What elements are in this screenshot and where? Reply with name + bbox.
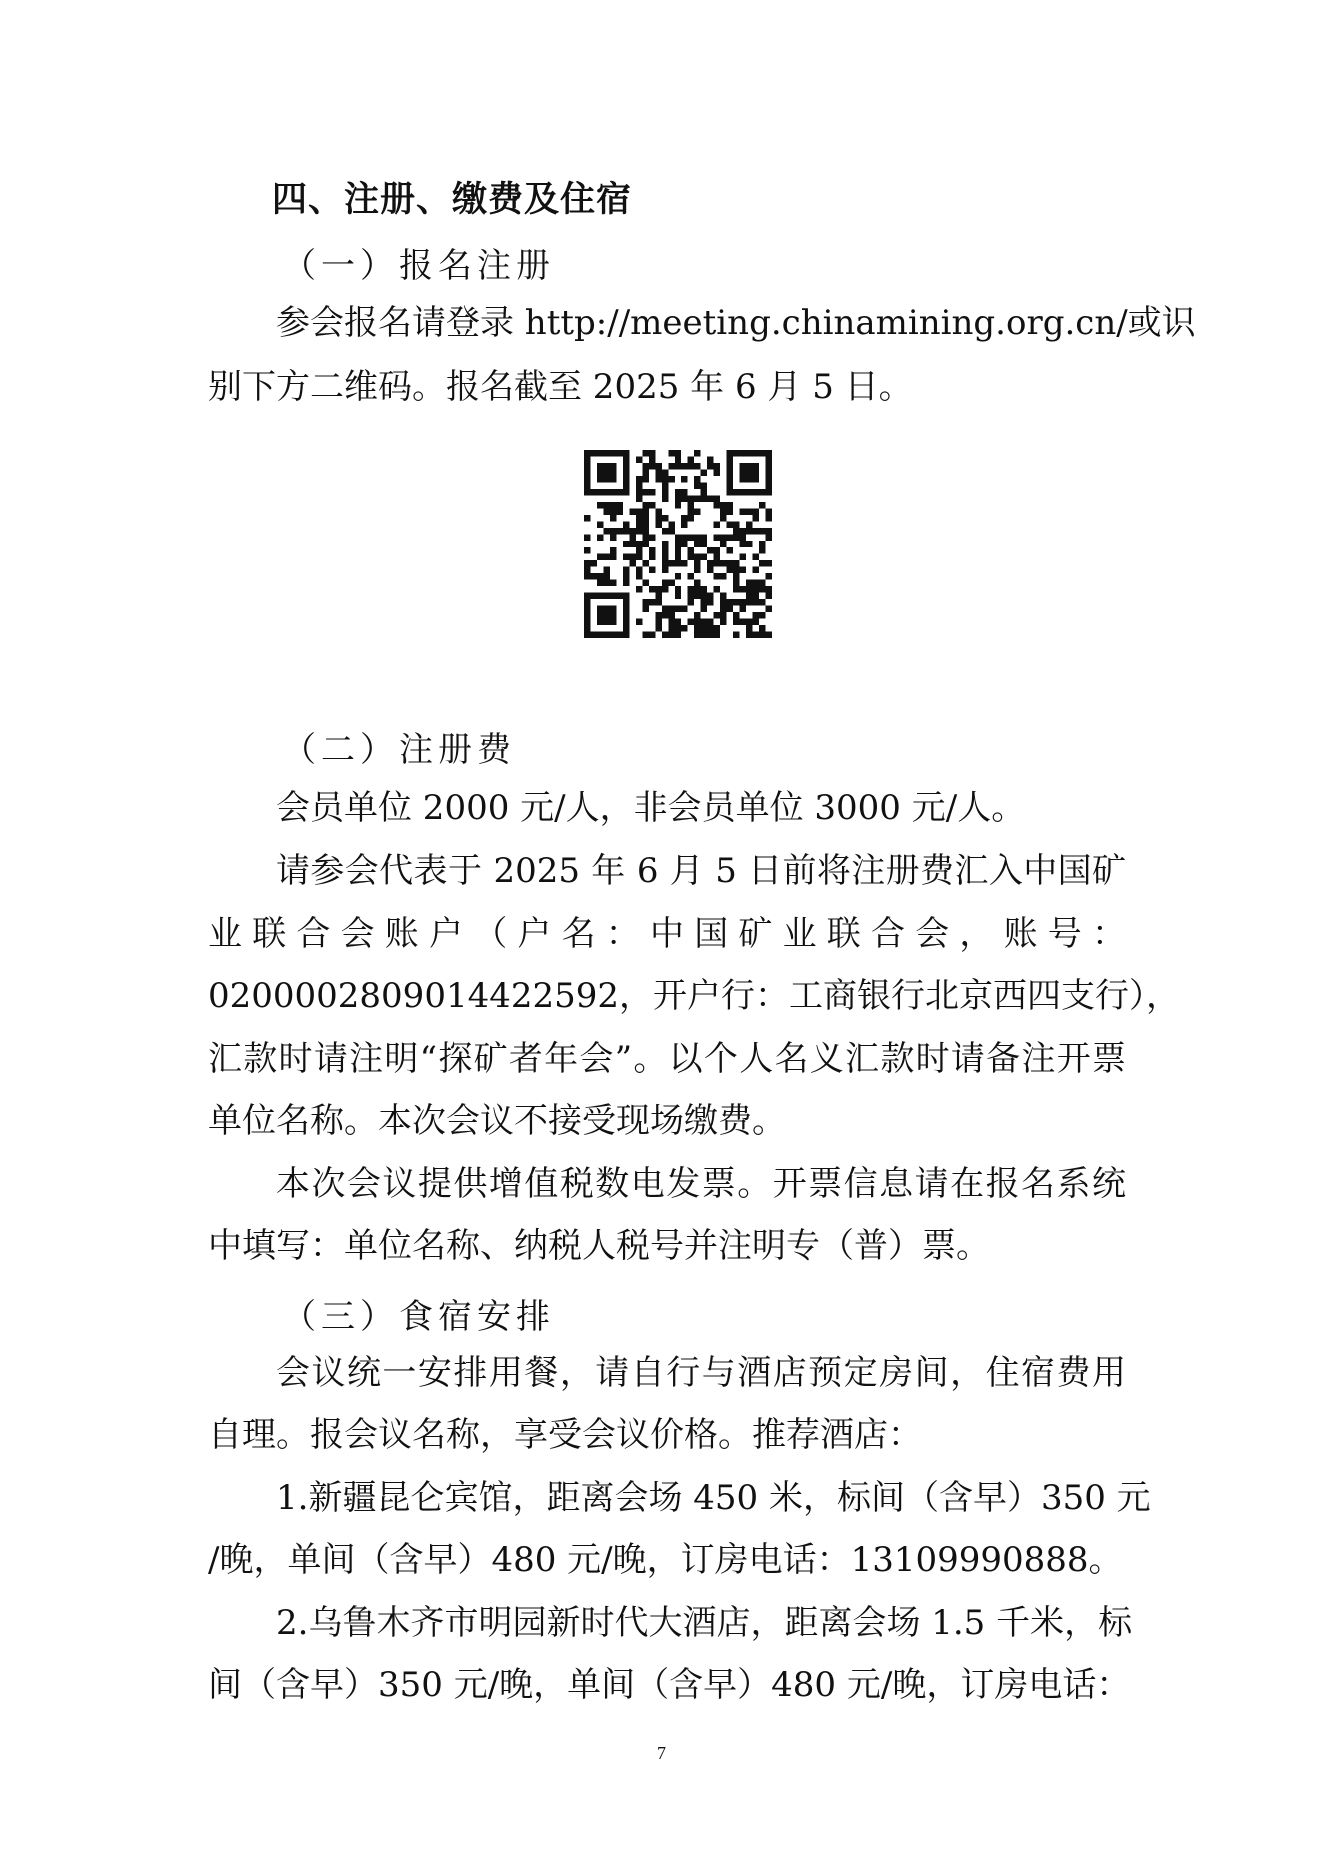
hotel-2-line-2: 间（含早）350 元/晚，单间（含早）480 元/晚，订房电话： [208,1665,1131,1705]
page-number: 7 [657,1743,666,1763]
subsection-title-registration: （一）报名注册 [282,246,555,286]
accommodation-intro-line-2: 自理。报会议名称，享受会议价格。推荐酒店： [208,1415,922,1455]
hotel-1-line-1: 1.新疆昆仑宾馆，距离会场 450 米，标间（含早）350 元 [276,1478,1151,1518]
subsection-title-fee: （二）注册费 [282,730,516,770]
payment-text-line-5: 单位名称。本次会议不接受现场缴费。 [208,1101,786,1141]
invoice-text-line-1: 本次会议提供增值税数电发票。开票信息请在报名系统 [276,1164,1126,1204]
payment-text-line-1: 请参会代表于 2025 年 6 月 5 日前将注册费汇入中国矿 [276,851,1126,891]
section-heading: 四、注册、缴费及住宿 [272,180,633,220]
fee-amount-line: 会员单位 2000 元/人，非会员单位 3000 元/人。 [276,788,1026,828]
payment-text-line-3: 0200002809014422592，开户行：工商银行北京西四支行）， [208,976,1181,1016]
payment-text-line-4: 汇款时请注明“探矿者年会”。以个人名义汇款时请备注开票 [208,1039,1126,1079]
hotel-1-line-2: /晚，单间（含早）480 元/晚，订房电话：13109990888。 [208,1540,1123,1580]
hotel-2-line-1: 2.乌鲁木齐市明园新时代大酒店，距离会场 1.5 千米，标 [276,1603,1133,1643]
registration-qr-code [584,450,772,638]
registration-text-line-1: 参会报名请登录 http://meeting.chinamining.org.cn/或识 [276,303,1196,343]
subsection-title-accommodation: （三）食宿安排 [282,1297,555,1337]
invoice-text-line-2: 中填写：单位名称、纳税人税号并注明专（普）票。 [208,1226,990,1266]
qr-modules [584,450,772,638]
registration-text-line-2: 别下方二维码。报名截至 2025 年 6 月 5 日。 [208,367,913,407]
accommodation-intro-line-1: 会议统一安排用餐，请自行与酒店预定房间，住宿费用 [276,1353,1126,1393]
payment-text-line-2: 业联合会账户（户名：中国矿业联合会，账号： [208,914,1126,954]
